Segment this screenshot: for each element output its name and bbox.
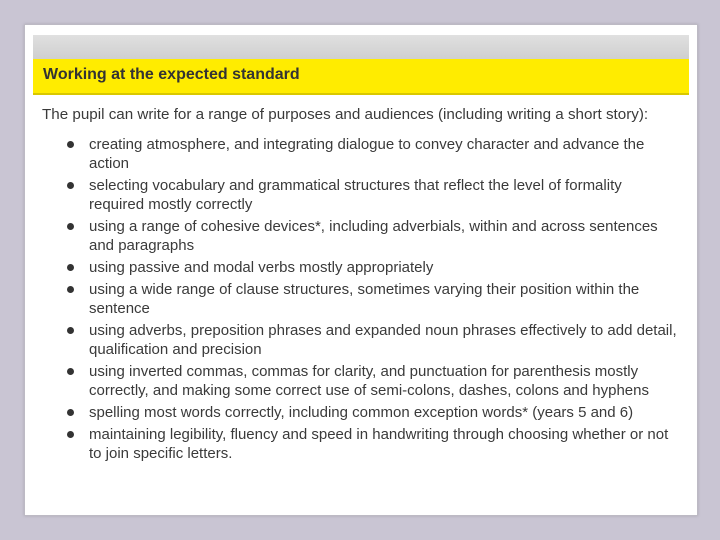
list-item-text: spelling most words correctly, including common exception words* (years 5 and 6) (89, 404, 634, 421)
bullet-icon (67, 182, 74, 189)
bullet-icon (67, 409, 74, 416)
list-item-text: creating atmosphere, and integrating dialogue to convey character and advance the action (89, 136, 645, 172)
list-item (65, 403, 680, 422)
top-band (33, 35, 689, 59)
list-item (65, 217, 680, 255)
criteria-list (65, 135, 680, 466)
list-item-text: using adverbs, preposition phrases and expanded noun phrases effectively to add detail, qualification and precision (89, 322, 677, 358)
bullet-icon (67, 264, 74, 271)
list-item-text: using a range of cohesive devices*, including adverbials, within and across sentences and paragraphs (89, 218, 658, 254)
header-bar (33, 59, 689, 95)
list-item (65, 321, 680, 359)
list-item-text: selecting vocabulary and grammatical structures that reflect the level of formality required mostly correctly (89, 177, 622, 213)
bullet-icon (67, 327, 74, 334)
bullet-icon (67, 286, 74, 293)
list-item (65, 258, 680, 277)
list-item-text: maintaining legibility, fluency and speed in handwriting through choosing whether or not to join specific letters. (89, 426, 669, 462)
list-item-text: using passive and modal verbs mostly appropriately (89, 259, 434, 276)
slide (24, 24, 698, 516)
intro-text: The pupil can write for a range of purposes and audiences (including writing a short story): (42, 106, 649, 123)
list-item (65, 425, 680, 463)
list-item-text: using a wide range of clause structures, sometimes varying their position within the sentence (89, 281, 640, 317)
bullet-icon (67, 431, 74, 438)
list-item (65, 362, 680, 400)
bullet-icon (67, 223, 74, 230)
bullet-icon (67, 141, 74, 148)
bullet-icon (67, 368, 74, 375)
list-item-text: using inverted commas, commas for clarity, and punctuation for parenthesis mostly correctly, and making some correct use of semi-colons, dashes, colons and hyphens (89, 363, 649, 399)
list-item (65, 135, 680, 173)
list-item (65, 280, 680, 318)
header-title: Working at the expected standard (43, 66, 300, 83)
list-item (65, 176, 680, 214)
